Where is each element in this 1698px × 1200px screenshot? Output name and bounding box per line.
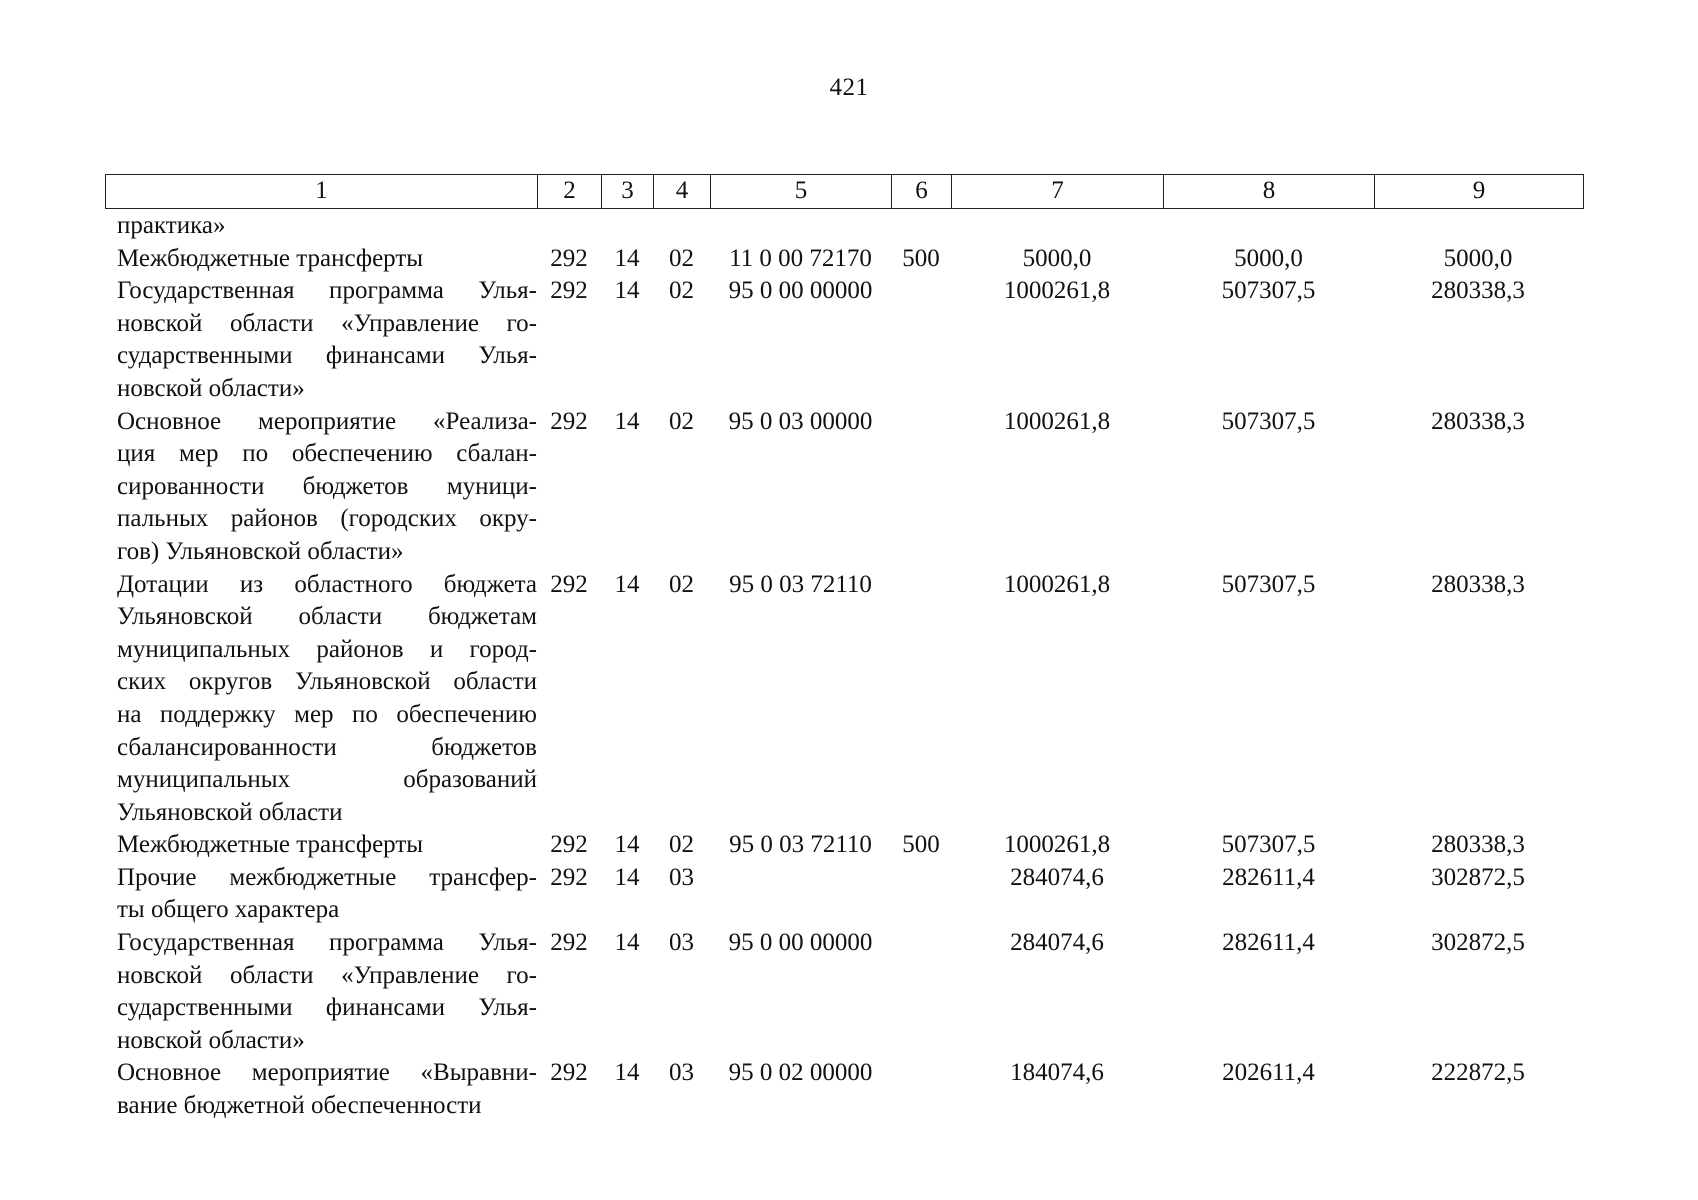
cell-c6: 500 xyxy=(902,244,940,272)
cell-c8: 5000,0 xyxy=(1234,244,1303,272)
row-name-line: Основное мероприятие «Реализа- xyxy=(117,407,537,435)
table-row xyxy=(105,569,1582,830)
cell-c3: 14 xyxy=(614,831,640,859)
header-col-2: 2 xyxy=(538,175,602,208)
cell-c3: 14 xyxy=(614,929,640,957)
cell-c7: 1000261,8 xyxy=(1003,407,1111,435)
cell-c3: 14 xyxy=(614,407,640,435)
table-row xyxy=(105,1057,1582,1122)
cell-c7: 1000261,8 xyxy=(1003,570,1111,598)
row-name-line: новской области» xyxy=(117,374,305,402)
row-name-line: ских округов Ульяновской области xyxy=(117,668,537,696)
row-name-line: практика» xyxy=(117,212,226,239)
cell-c5: 95 0 00 00000 xyxy=(728,277,873,305)
header-col-9: 9 xyxy=(1472,177,1486,204)
row-name-line: Межбюджетные трансферты xyxy=(117,831,424,859)
cell-c2: 292 xyxy=(550,831,588,859)
row-name xyxy=(105,275,537,405)
cell-c5: 95 0 03 72110 xyxy=(729,570,872,598)
row-name-line: ция мер по обеспечению сбалан- xyxy=(117,440,537,468)
table-row xyxy=(105,406,1582,569)
cell-c3: 14 xyxy=(614,570,640,598)
row-name-line: новской области «Управление го- xyxy=(117,961,537,989)
cell-c5: 11 0 00 72170 xyxy=(729,244,872,272)
cell-c9: 302872,5 xyxy=(1431,863,1525,891)
row-name xyxy=(105,1057,537,1122)
header-col-3: 3 xyxy=(602,175,654,208)
cell-c7: 284074,6 xyxy=(1010,863,1104,891)
row-name-line: муниципальных образований xyxy=(117,766,537,794)
header-col-1: 1 xyxy=(106,175,538,208)
cell-c2: 292 xyxy=(550,570,588,598)
row-name xyxy=(105,210,537,243)
row-name xyxy=(105,243,537,276)
cell-c7: 1000261,8 xyxy=(1003,831,1111,859)
row-name-line: сбалансированности бюджетов xyxy=(117,733,537,761)
cell-c4: 02 xyxy=(669,831,694,859)
cell-c3: 14 xyxy=(614,863,640,891)
row-name-line: Ульяновской области бюджетам xyxy=(117,603,537,631)
row-name-line: Межбюджетные трансферты xyxy=(117,244,424,272)
cell-c4: 03 xyxy=(669,863,694,891)
table-row xyxy=(105,275,1582,405)
row-name-line: сударственными финансами Улья- xyxy=(117,342,537,370)
header-col-7: 7 xyxy=(952,175,1164,208)
cell-c7: 184074,6 xyxy=(1010,1059,1104,1087)
cell-c9: 302872,5 xyxy=(1431,929,1525,957)
cell-c5: 95 0 00 00000 xyxy=(728,929,873,957)
cell-c7: 1000261,8 xyxy=(1003,277,1111,305)
table-row xyxy=(105,862,1582,927)
cell-c8: 202611,4 xyxy=(1222,1059,1315,1087)
cell-c9: 222872,5 xyxy=(1431,1059,1525,1087)
row-name-line: пальных районов (городских окру- xyxy=(117,505,537,533)
row-name-line: сированности бюджетов муници- xyxy=(117,472,537,500)
cell-c8: 282611,4 xyxy=(1222,929,1315,957)
cell-c2: 292 xyxy=(550,407,588,435)
cell-c7: 284074,6 xyxy=(1010,929,1104,957)
cell-c3: 14 xyxy=(614,277,640,305)
table-header xyxy=(105,174,1584,209)
row-name-line: ты общего характера xyxy=(117,896,340,924)
cell-c2: 292 xyxy=(550,863,588,891)
cell-c2: 292 xyxy=(550,929,588,957)
row-name xyxy=(105,927,537,1057)
cell-c9: 280338,3 xyxy=(1431,407,1525,435)
cell-c8: 507307,5 xyxy=(1221,407,1316,435)
cell-c4: 02 xyxy=(669,407,694,435)
cell-c9: 280338,3 xyxy=(1431,570,1525,598)
table-row xyxy=(105,210,1582,243)
header-col-6: 6 xyxy=(892,175,952,208)
row-name xyxy=(105,569,537,830)
cell-c4: 03 xyxy=(669,929,694,957)
header-col-8: 8 xyxy=(1164,175,1375,208)
row-name-line: Основное мероприятие «Выравни- xyxy=(117,1059,537,1087)
cell-c9: 5000,0 xyxy=(1443,244,1513,272)
row-name-line: сударственными финансами Улья- xyxy=(117,994,537,1022)
table-row xyxy=(105,829,1582,862)
row-name-line: Государственная программа Улья- xyxy=(117,277,537,305)
cell-c8: 507307,5 xyxy=(1221,277,1316,305)
cell-c4: 02 xyxy=(669,244,694,272)
row-name-line: гов) Ульяновской области» xyxy=(117,537,404,565)
row-name-line: на поддержку мер по обеспечению xyxy=(117,700,537,728)
header-col-5: 5 xyxy=(711,175,892,208)
cell-c8: 282611,4 xyxy=(1222,863,1315,891)
row-name-line: Прочие межбюджетные трансфер- xyxy=(117,863,537,891)
cell-c7: 5000,0 xyxy=(1022,244,1092,272)
cell-c9: 280338,3 xyxy=(1431,831,1525,859)
cell-c5: 95 0 03 00000 xyxy=(728,407,873,435)
row-name-line: вание бюджетной обеспеченности xyxy=(117,1092,482,1120)
row-name-line: Государственная программа Улья- xyxy=(117,929,537,957)
cell-c2: 292 xyxy=(550,1059,588,1087)
cell-c2: 292 xyxy=(550,277,588,305)
table-body xyxy=(105,210,1582,1123)
row-name-line: Ульяновской области xyxy=(117,798,343,826)
row-name-line: новской области» xyxy=(117,1026,305,1054)
cell-c8: 507307,5 xyxy=(1221,831,1316,859)
cell-c4: 02 xyxy=(669,570,694,598)
table-row xyxy=(105,243,1582,276)
cell-c4: 02 xyxy=(669,277,694,305)
row-name-line: муниципальных районов и город- xyxy=(117,635,537,663)
row-name-line: новской области «Управление го- xyxy=(117,309,537,337)
cell-c5: 95 0 02 00000 xyxy=(728,1059,873,1087)
cell-c2: 292 xyxy=(550,244,588,272)
row-name xyxy=(105,829,537,862)
cell-c5: 95 0 03 72110 xyxy=(729,831,872,859)
cell-c3: 14 xyxy=(614,1059,640,1087)
cell-c9: 280338,3 xyxy=(1431,277,1525,305)
row-name xyxy=(105,406,537,569)
page-number: 421 xyxy=(829,74,869,101)
cell-c8: 507307,5 xyxy=(1221,570,1316,598)
row-name-line: Дотации из областного бюджета xyxy=(117,570,537,598)
table-row xyxy=(105,927,1582,1057)
cell-c4: 03 xyxy=(669,1059,694,1087)
cell-c6: 500 xyxy=(902,831,940,859)
header-col-4: 4 xyxy=(654,175,711,208)
cell-c3: 14 xyxy=(614,244,640,272)
row-name xyxy=(105,862,537,927)
